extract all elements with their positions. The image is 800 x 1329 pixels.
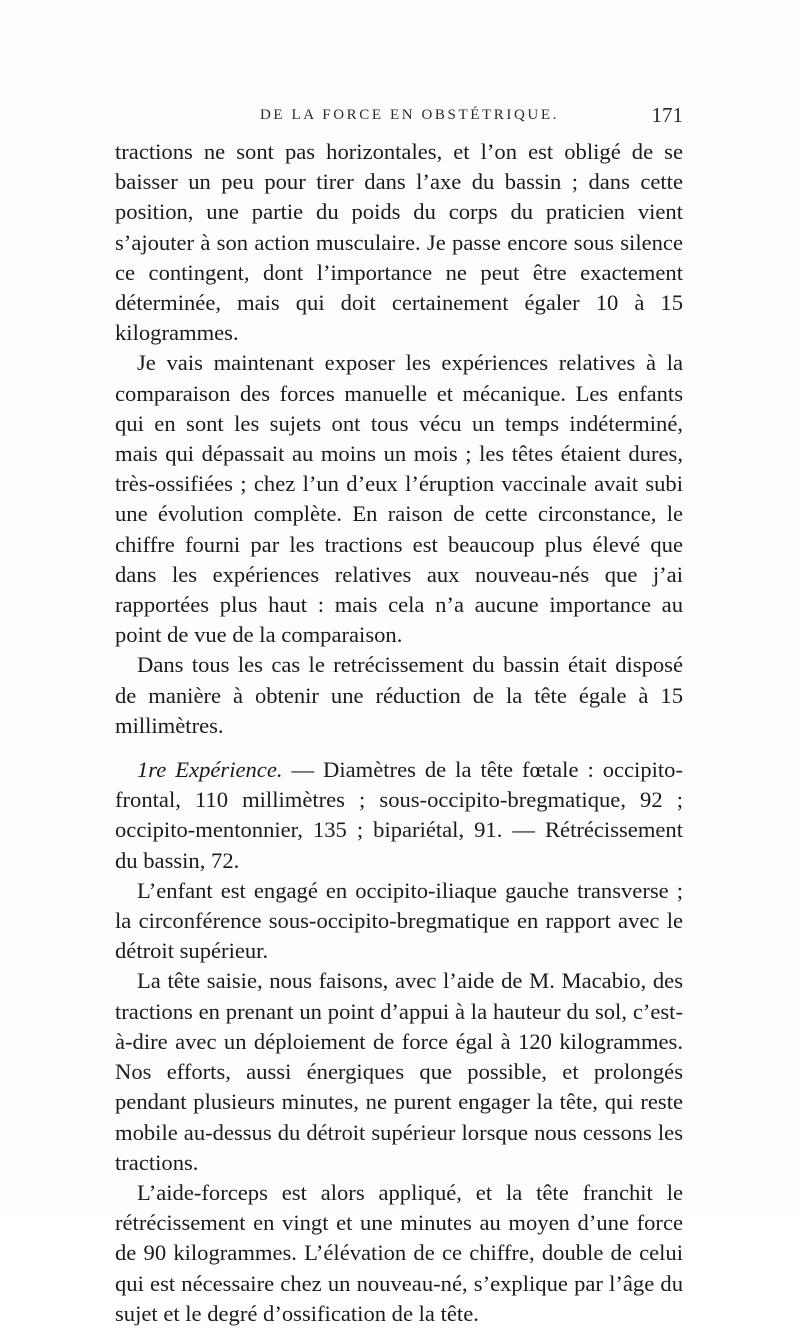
paragraph-tractions: La tête saisie, nous faisons, avec l’aide de M. Macabio, des tractions en prenant un point d’appui à la hauteur du sol, c’est-à-dire avec un déploiement de force égal à 120 kilogrammes. Nos efforts, aussi énergiques que possible, et prolongés pendant plusieurs minutes, ne purent engager la tête, qui reste mobile au-dessus du détroit supérieur lorsque nous cessons les tractions.: [115, 968, 683, 1175]
experiment-diameters: — Diamètres de la tête fœtale : occipito-frontal, 110 millimètres ; sous-occipito-bregmatique, 92 ; occipito-mentonnier, 135 ; bipariétal, 91. — Rétrécissement du bassin, 72.: [115, 757, 683, 873]
paragraph-comparison: Je vais maintenant exposer les expériences relatives à la comparaison des forces manuelle et mécanique. Les enfants qui en sont les sujets ont tous vécu un temps indéterminé, mais qui dépassait au moins un mois ; les têtes étaient dures, très-ossifiées ; chez l’un d’eux l’éruption vaccinale avait subi une évolution complète. En raison de cette circonstance, le chiffre fourni par les tractions est beaucoup plus élevé que dans les expériences relatives aux nouveau-nés que j’ai rapportées plus haut : mais cela n’a aucune importance au point de vue de la comparaison.: [115, 350, 683, 648]
experiment-label: 1re Expérience.: [137, 757, 283, 783]
experiment-header: [115, 755, 683, 876]
running-head: [115, 103, 683, 129]
page-number: 171: [651, 103, 683, 127]
running-title: DE LA FORCE EN OBSTÉTRIQUE.: [260, 107, 559, 123]
paragraph-engagement: L’enfant est engagé en occipito-iliaque gauche transverse ; la circonférence sous-occipito-bregmatique en rapport avec le détroit supérieur.: [115, 877, 683, 964]
paragraph-retrecissement: Dans tous les cas le retrécissement du bassin était disposé de manière à obtenir une réduction de la tête égale à 15 millimètres.: [115, 652, 683, 738]
paragraph-continued: tractions ne sont pas horizontales, et l’on est obligé de se baisser un peu pour tirer dans l’axe du bassin ; dans cette position, une partie du poids du corps du praticien vient s’ajouter à son action musculaire. Je passe encore sous silence ce contingent, dont l’importance ne peut être exactement déterminée, mais qui doit certainement égaler 10 à 15 kilogrammes.: [115, 139, 683, 346]
paragraph-aide-forceps: L’aide-forceps est alors appliqué, et la tête franchit le rétrécissement en vingt et une minutes au moyen d’une force de 90 kilogrammes. L’élévation de ce chiffre, double de celui qui est nécessaire chez un nouveau-né, s’explique par l’âge du sujet et le degré d’ossification de la tête.: [115, 1179, 683, 1326]
body-text: [115, 137, 683, 1329]
